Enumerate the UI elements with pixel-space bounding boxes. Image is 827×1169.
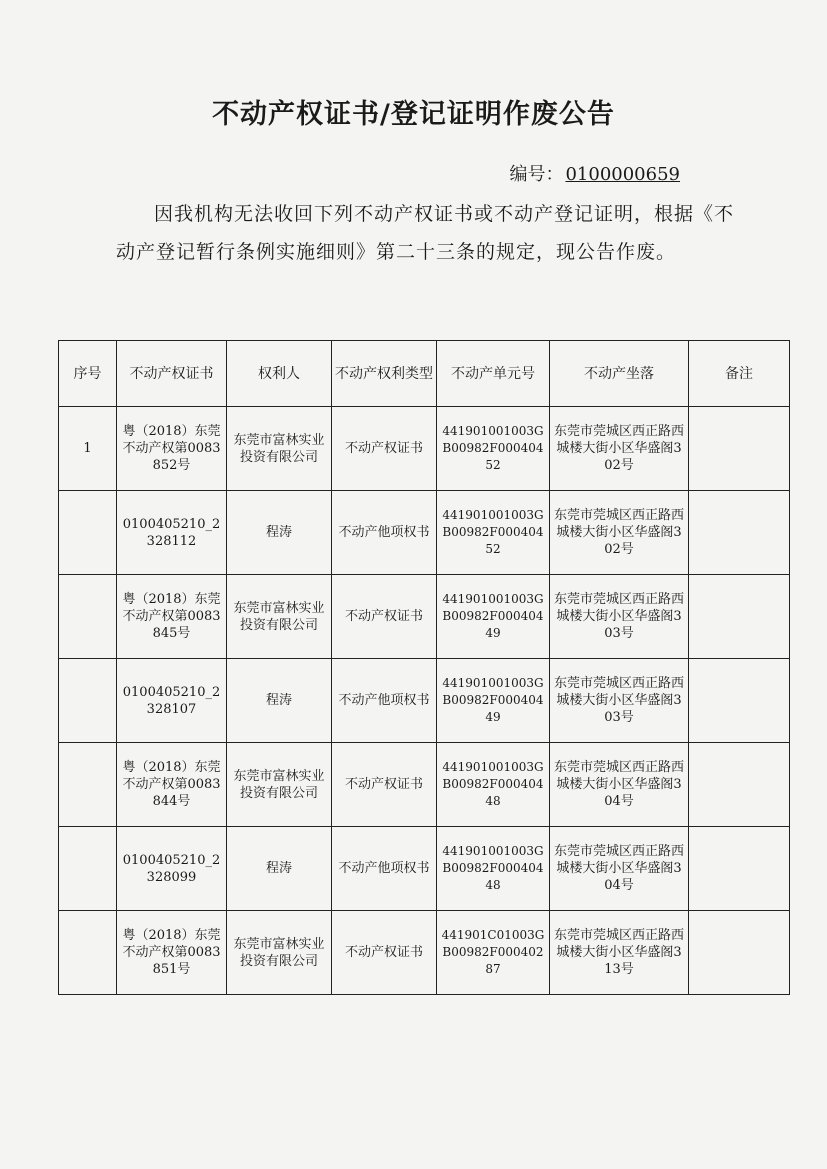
table-row	[59, 491, 790, 575]
cell-seq	[59, 659, 117, 743]
cell-note	[689, 827, 790, 911]
cell-holder: 程涛	[227, 827, 332, 911]
cell-seq	[59, 575, 117, 659]
header-note: 备注	[689, 341, 790, 407]
cell-holder: 东莞市富林实业投资有限公司	[227, 911, 332, 995]
cell-cert: 粤（2018）东莞不动产权第0083852号	[117, 407, 227, 491]
notice-paragraph: 因我机构无法收回下列不动产权证书或不动产登记证明，根据《不动产登记暂行条例实施细则》第二十三条的规定，现公告作废。	[116, 203, 735, 263]
cell-type: 不动产权证书	[332, 575, 437, 659]
cell-seq	[59, 491, 117, 575]
cell-unit: 441901001003GB00982F00040452	[437, 491, 550, 575]
cell-type: 不动产他项权书	[332, 827, 437, 911]
table-row	[59, 407, 790, 491]
cell-seq	[59, 827, 117, 911]
cell-seq	[59, 911, 117, 995]
cell-seq	[59, 743, 117, 827]
cell-type: 不动产权证书	[332, 911, 437, 995]
cell-unit: 441901C01003GB00982F00040287	[437, 911, 550, 995]
cell-location: 东莞市莞城区西正路西城楼大街小区华盛阁302号	[550, 491, 689, 575]
cell-location: 东莞市莞城区西正路西城楼大街小区华盛阁304号	[550, 743, 689, 827]
header-unit: 不动产单元号	[437, 341, 550, 407]
table-row	[59, 659, 790, 743]
cell-type: 不动产权证书	[332, 743, 437, 827]
cell-unit: 441901001003GB00982F00040448	[437, 827, 550, 911]
cell-cert: 粤（2018）东莞不动产权第0083851号	[117, 911, 227, 995]
cell-location: 东莞市莞城区西正路西城楼大街小区华盛阁303号	[550, 575, 689, 659]
header-location: 不动产坐落	[550, 341, 689, 407]
header-type: 不动产权利类型	[332, 341, 437, 407]
table-row	[59, 911, 790, 995]
cell-holder: 程涛	[227, 491, 332, 575]
records-table	[58, 340, 790, 995]
cell-unit: 441901001003GB00982F00040448	[437, 743, 550, 827]
table-row	[59, 743, 790, 827]
table-row	[59, 827, 790, 911]
cell-location: 东莞市莞城区西正路西城楼大街小区华盛阁304号	[550, 827, 689, 911]
cell-holder: 东莞市富林实业投资有限公司	[227, 407, 332, 491]
cell-holder: 程涛	[227, 659, 332, 743]
cell-location: 东莞市莞城区西正路西城楼大街小区华盛阁313号	[550, 911, 689, 995]
cell-note	[689, 575, 790, 659]
header-holder: 权利人	[227, 341, 332, 407]
cell-type: 不动产他项权书	[332, 491, 437, 575]
cell-seq: 1	[59, 407, 117, 491]
cell-type: 不动产他项权书	[332, 659, 437, 743]
header-seq: 序号	[59, 341, 117, 407]
cell-location: 东莞市莞城区西正路西城楼大街小区华盛阁302号	[550, 407, 689, 491]
cell-note	[689, 407, 790, 491]
serial-value: 0100000659	[565, 164, 680, 185]
cell-cert: 粤（2018）东莞不动产权第0083844号	[117, 743, 227, 827]
cell-location: 东莞市莞城区西正路西城楼大街小区华盛阁303号	[550, 659, 689, 743]
cell-unit: 441901001003GB00982F00040449	[437, 659, 550, 743]
page-title: 不动产权证书/登记证明作废公告	[212, 99, 615, 130]
cell-note	[689, 743, 790, 827]
header-cert: 不动产权证书	[117, 341, 227, 407]
serial-number	[509, 160, 680, 186]
table-row	[59, 575, 790, 659]
cell-cert: 0100405210_2328112	[117, 491, 227, 575]
cell-holder: 东莞市富林实业投资有限公司	[227, 575, 332, 659]
table-header-row	[59, 341, 790, 407]
cell-note	[689, 659, 790, 743]
cell-cert: 0100405210_2328107	[117, 659, 227, 743]
cell-unit: 441901001003GB00982F00040449	[437, 575, 550, 659]
cell-unit: 441901001003GB00982F00040452	[437, 407, 550, 491]
cell-note	[689, 911, 790, 995]
cell-type: 不动产权证书	[332, 407, 437, 491]
cell-cert: 粤（2018）东莞不动产权第0083845号	[117, 575, 227, 659]
cell-holder: 东莞市富林实业投资有限公司	[227, 743, 332, 827]
cell-note	[689, 491, 790, 575]
cell-cert: 0100405210_2328099	[117, 827, 227, 911]
serial-label: 编号：	[509, 164, 564, 185]
